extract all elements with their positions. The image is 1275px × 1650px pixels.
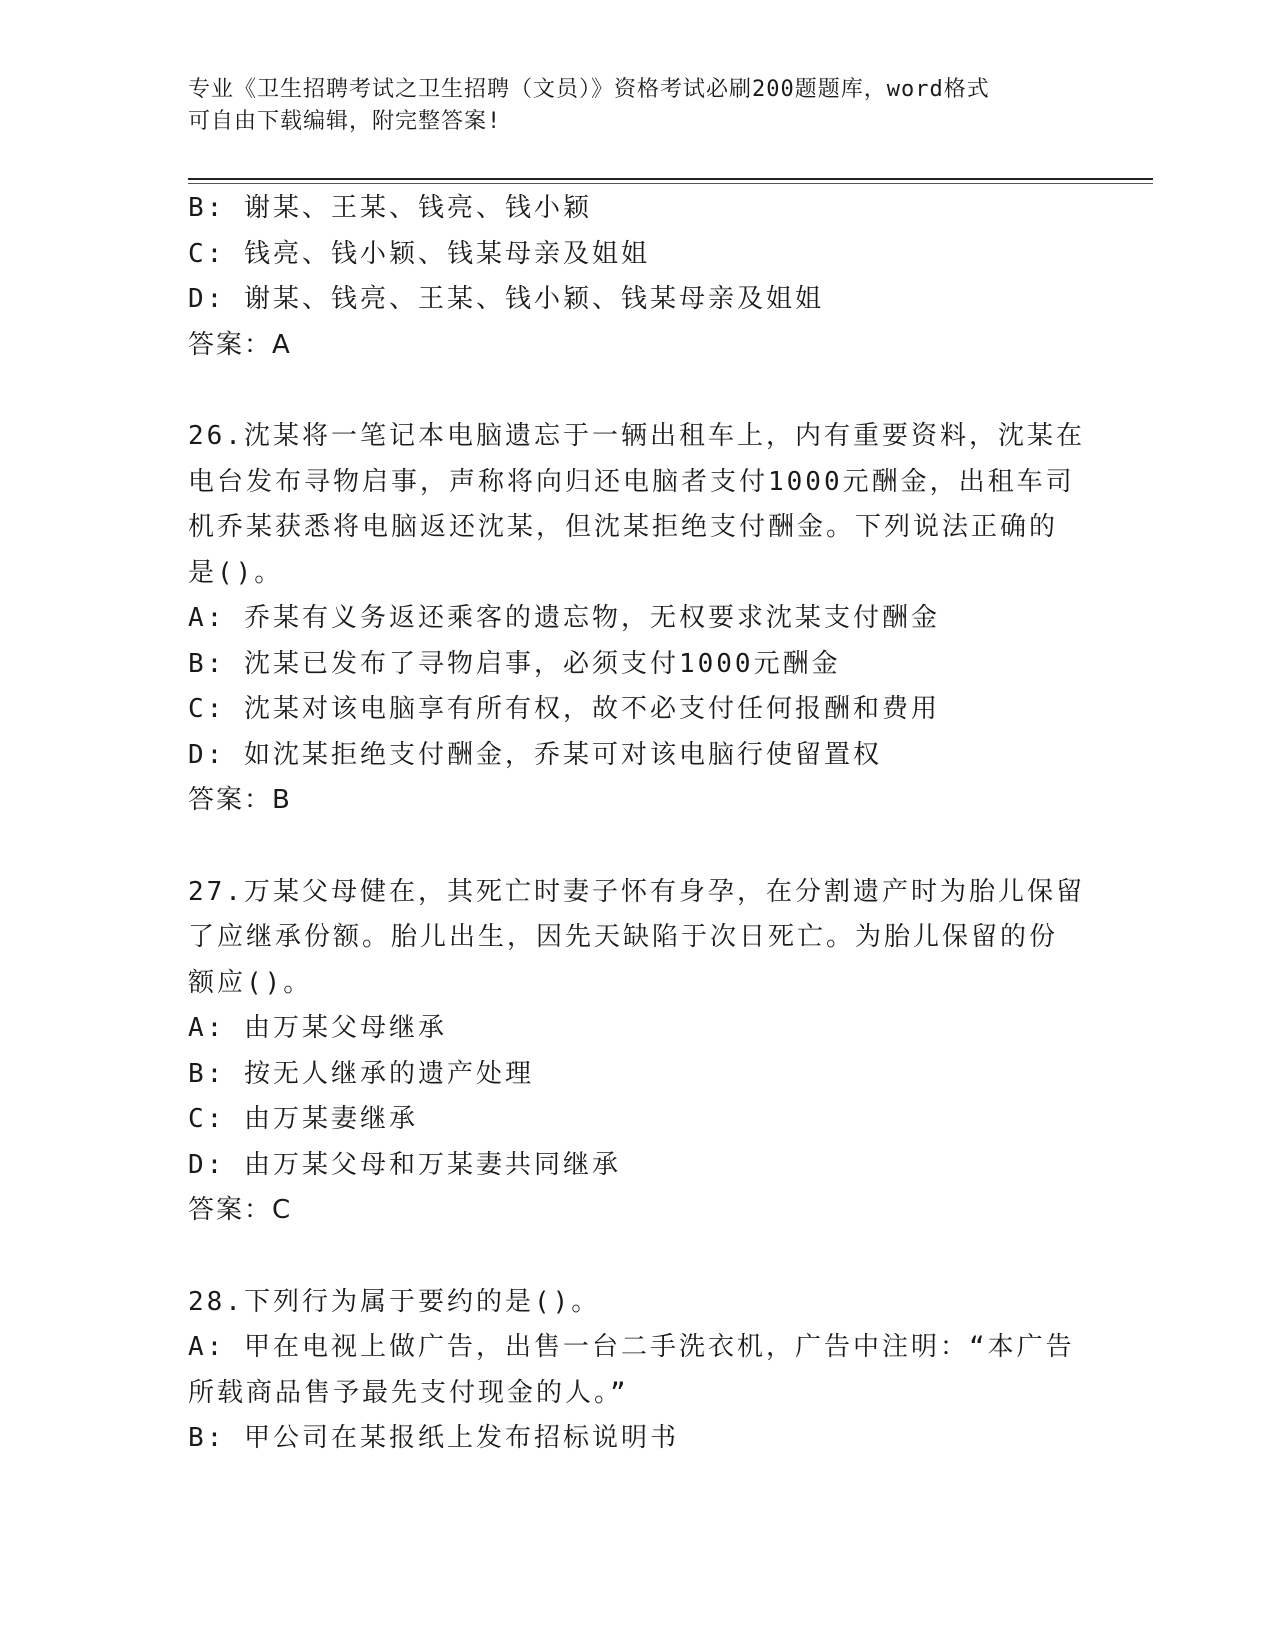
- header-divider-thick: [188, 178, 1153, 180]
- option-d: D: 如沈某拒绝支付酬金，乔某可对该电脑行使留置权: [188, 739, 882, 770]
- spacer: [188, 1234, 1088, 1280]
- spacer: [188, 368, 1088, 414]
- option-c: C: 沈某对该电脑享有所有权，故不必支付任何报酬和费用: [188, 694, 940, 724]
- document-header: [188, 74, 1068, 138]
- option-a-continued: 所载商品售予最先支付现金的人。”: [188, 1377, 629, 1408]
- question-stem-line: 26.沈某将一笔记本电脑遗忘于一辆出租车上，内有重要资料，沈某在: [188, 421, 1085, 451]
- question-27: [188, 870, 1088, 1234]
- option-a: A: 甲在电视上做广告，出售一台二手洗衣机，广告中注明：“本广告: [188, 1332, 1075, 1362]
- answer-line: 答案：B: [188, 785, 292, 815]
- header-divider-thin: [188, 183, 1153, 184]
- question-26: [188, 414, 1088, 824]
- question-25-continued: [188, 186, 1088, 368]
- option-d: D: 谢某、钱亮、王某、钱小颖、钱某母亲及姐姐: [188, 284, 824, 314]
- option-b: B: 甲公司在某报纸上发布招标说明书: [188, 1423, 679, 1453]
- question-stem-line: 27.万某父母健在，其死亡时妻子怀有身孕，在分割遗产时为胎儿保留: [188, 876, 1085, 907]
- header-line-2: 可自由下载编辑，附完整答案!: [188, 109, 502, 134]
- option-a: A: 乔某有义务返还乘客的遗忘物，无权要求沈某支付酬金: [188, 603, 940, 633]
- question-stem-line: 机乔某获悉将电脑返还沈某，但沈某拒绝支付酬金。下列说法正确的: [188, 512, 1059, 542]
- option-c: C: 由万某妻继承: [188, 1104, 418, 1134]
- answer-line: 答案：C: [188, 1195, 293, 1225]
- header-line-1: 专业《卫生招聘考试之卫生招聘（文员）》资格考试必刷200题题库，word格式: [188, 77, 990, 102]
- question-28: [188, 1280, 1088, 1462]
- answer-line: 答案：A: [188, 329, 292, 360]
- option-c: C: 钱亮、钱小颖、钱某母亲及姐姐: [188, 238, 650, 269]
- option-b: B: 谢某、王某、钱亮、钱小颖: [188, 193, 592, 223]
- spacer: [188, 824, 1088, 870]
- question-stem-line: 额应()。: [188, 967, 313, 998]
- option-d: D: 由万某父母和万某妻共同继承: [188, 1149, 621, 1180]
- option-b: B: 按无人继承的遗产处理: [188, 1058, 534, 1089]
- option-b: B: 沈某已发布了寻物启事，必须支付1000元酬金: [188, 648, 841, 679]
- question-stem-line: 28.下列行为属于要约的是()。: [188, 1286, 601, 1317]
- option-a: A: 由万某父母继承: [188, 1013, 447, 1043]
- document-body: [188, 186, 1088, 1462]
- question-stem-line: 电台发布寻物启事，声称将向归还电脑者支付1000元酬金，出租车司: [188, 466, 1075, 497]
- question-stem-line: 了应继承份额。胎儿出生，因先天缺陷于次日死亡。为胎儿保留的份: [188, 922, 1059, 952]
- question-stem-line: 是()。: [188, 557, 284, 588]
